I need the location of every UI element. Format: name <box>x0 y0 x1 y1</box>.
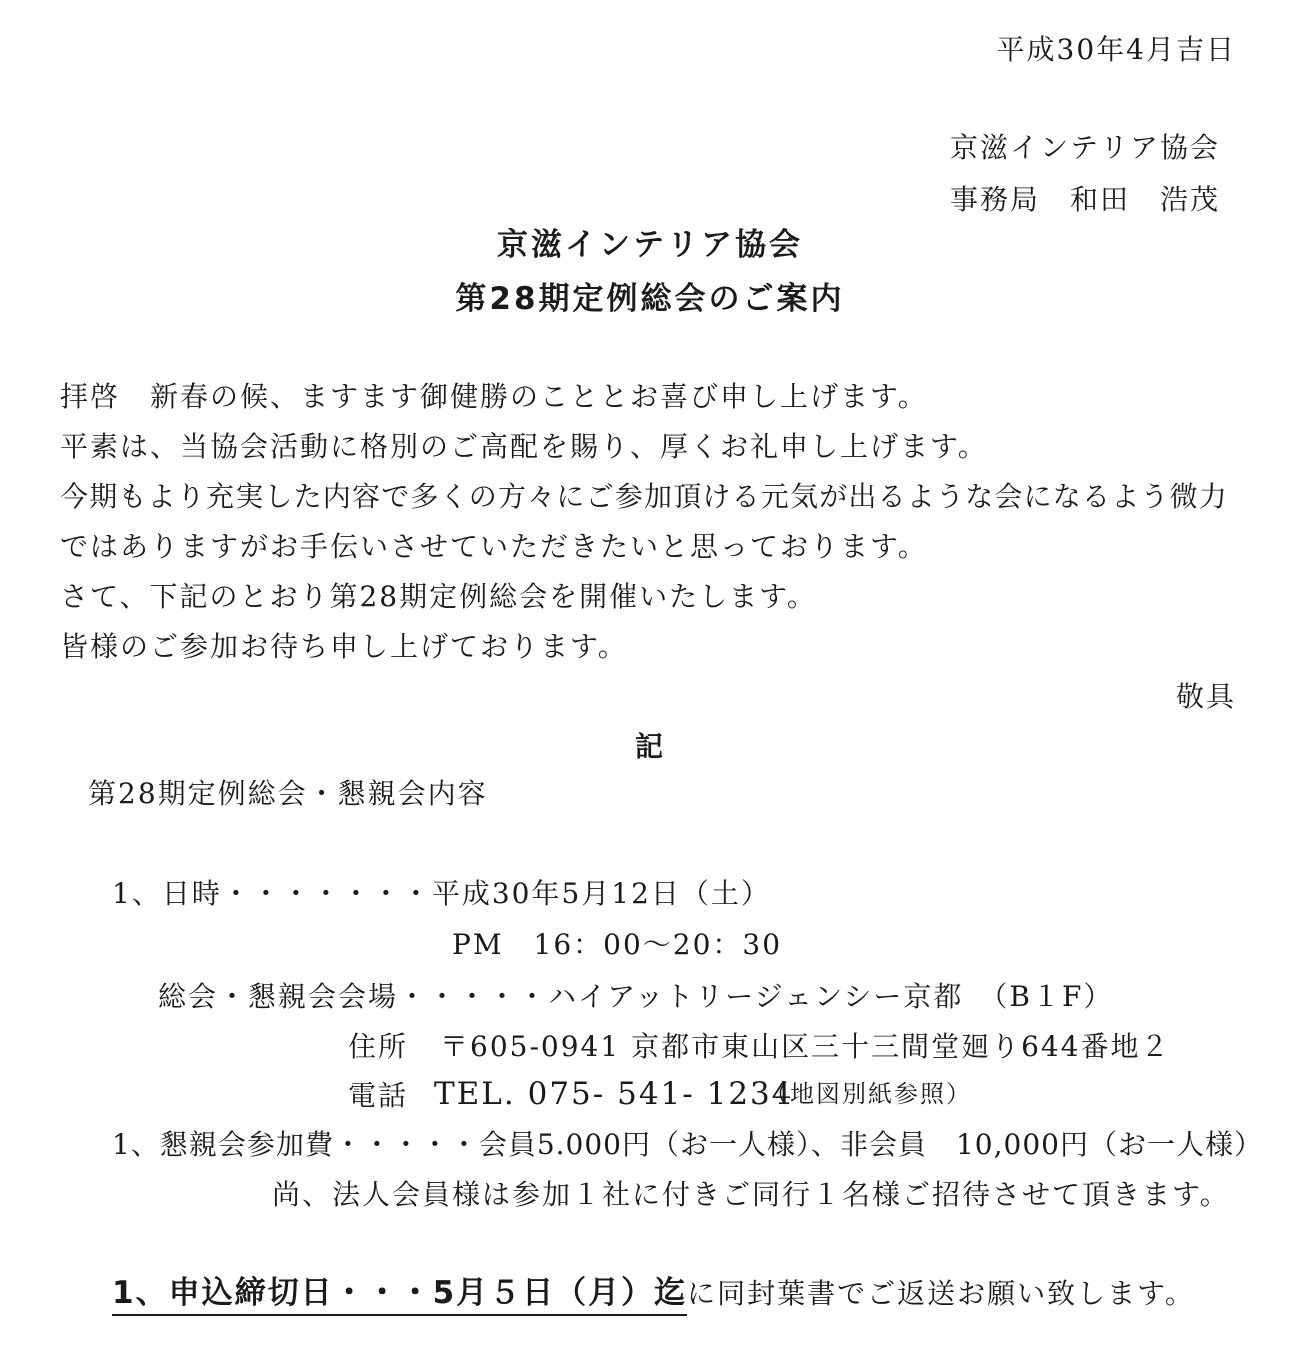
deadline-instruction: に同封葉書でご返送お願い致します。 <box>687 1277 1195 1310</box>
body-line: 皆様のご参加お待ち申し上げております。 <box>60 630 628 663</box>
deadline-row <box>112 1275 1195 1311</box>
fee-note: 尚、法人会員様は参加１社に付きご同行１名様ご招待させて頂きます。 <box>272 1178 1230 1211</box>
body-line: 平素は、当協会活動に格別のご高配を賜り、厚くお礼申し上げます。 <box>60 430 988 463</box>
venue-address: 〒605-0941 京都市東山区三十三間堂廻り644番地２ <box>440 1030 1171 1063</box>
phone-label: 電話 <box>348 1079 409 1112</box>
closing-keigu: 敬具 <box>1175 680 1236 713</box>
body-line: さて、下記のとおり第28期定例総会を開催いたします。 <box>60 580 817 613</box>
event-time: PM 16：00～20：30 <box>452 928 783 961</box>
ki-heading: 記 <box>634 730 665 763</box>
sender-organization: 京滋インテリア協会 <box>950 131 1221 164</box>
event-datetime: 1、日時・・・・・・・平成30年5月12日（土） <box>112 877 771 910</box>
document-title-line2: 第28期定例総会のご案内 <box>455 281 845 317</box>
deadline-label: 1、申込締切日・・・5月５日（月）迄 <box>112 1275 687 1316</box>
section-subtitle: 第28期定例総会・懇親会内容 <box>88 777 488 810</box>
sender-person: 事務局 和田 浩茂 <box>950 183 1221 216</box>
document-title-line1: 京滋インテリア協会 <box>497 227 803 263</box>
body-line: 今期もより充実した内容で多くの方々にご参加頂ける元気が出るような会になるよう微力 <box>60 480 1229 513</box>
document-date: 平成30年4月吉日 <box>996 33 1236 66</box>
venue-phone: TEL. 075- 541- 1234 <box>434 1076 794 1112</box>
body-line: 拝啓 新春の候、ますます御健勝のこととお喜び申し上げます。 <box>60 380 928 413</box>
event-venue: 総会・懇親会会場・・・・・ハイアットリージェンシー京都 （B１F） <box>158 980 1114 1013</box>
address-label: 住所 <box>348 1030 409 1063</box>
map-note: （地図別紙参照） <box>764 1080 972 1108</box>
body-line: ではありますがお手伝いさせていただきたいと思っております。 <box>60 530 928 563</box>
participation-fee: 1、懇親会参加費・・・・・会員5.000円（お一人様）、非会員 10,000円（お一人様） <box>112 1128 1263 1161</box>
